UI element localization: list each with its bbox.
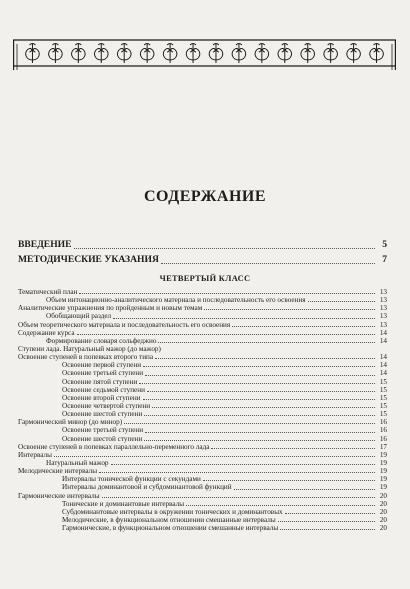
toc-row: [18, 524, 387, 532]
toc-row-label: Интервалы тонической функции с секундами: [62, 475, 201, 484]
toc-row-page: 20: [379, 491, 387, 500]
toc-row: [18, 304, 387, 312]
toc-row-page: 16: [379, 426, 387, 435]
dot-leader: [161, 263, 375, 264]
toc-row: [18, 475, 387, 483]
dot-leader: [102, 497, 375, 498]
toc-row-page: 14: [379, 328, 387, 337]
top-entries: [18, 237, 387, 267]
toc-row-page: 19: [379, 483, 387, 492]
section-heading: ЧЕТВЕРТЫЙ КЛАСС: [159, 274, 251, 283]
toc-row-label: Освоение третьей ступени: [62, 426, 144, 435]
toc-entry-page: 7: [382, 254, 387, 265]
toc-row-page: 15: [379, 393, 387, 402]
dot-leader: [234, 489, 375, 490]
toc-entry-label: ВВЕДЕНИЕ: [18, 239, 72, 250]
toc-row-page: 15: [379, 410, 387, 419]
toc-row-label: Освоение третьей ступени: [62, 369, 144, 378]
toc-row-page: 20: [379, 499, 387, 508]
toc-row-label: Ступени лада. Натуральный мажор (до мажор): [18, 344, 161, 353]
toc-row-label: Освоение пятой ступени: [62, 377, 138, 386]
dot-leader: [113, 318, 375, 319]
toc-row: [18, 345, 387, 353]
dot-leader: [152, 407, 375, 408]
toc-row: [18, 418, 387, 426]
toc-row-label: Гармонический минор (до минор): [18, 418, 123, 427]
toc-entry-guidelines: [18, 252, 387, 267]
toc-row-page: 20: [379, 507, 387, 516]
toc-row-label: Освоение ступеней в попевках второго типа: [18, 353, 154, 362]
toc-row-page: 13: [379, 304, 387, 313]
toc-row: [18, 288, 387, 296]
toc-row: [18, 329, 387, 337]
toc-row-page: 13: [379, 288, 387, 296]
toc-row-label: Освоение седьмой ступени: [62, 385, 145, 394]
toc-row: [18, 361, 387, 369]
toc-row-label: Формирование словаря сольфеджио: [46, 336, 157, 345]
toc-row-label: Освоение шестой ступени: [62, 434, 143, 443]
toc-row-page: 15: [379, 401, 387, 410]
toc-entry-page: 5: [382, 239, 387, 250]
toc-row: [18, 426, 387, 434]
toc-row: [18, 516, 387, 524]
toc-row: [18, 410, 387, 418]
dot-leader: [54, 456, 375, 457]
toc-row: [18, 483, 387, 491]
dot-leader: [308, 301, 375, 302]
dot-leader: [144, 440, 375, 441]
toc-row-page: 15: [379, 385, 387, 394]
dot-leader: [155, 358, 375, 359]
toc-row: [18, 378, 387, 386]
toc-row-page: 14: [379, 336, 387, 345]
toc-row-label: Освоение шестой ступени: [62, 410, 143, 419]
toc-row-label: Объем интонационно-аналитического материала и последовательность его освоения: [46, 296, 306, 305]
toc-row: [18, 467, 387, 475]
toc-row: [18, 451, 387, 459]
toc-entry-label: МЕТОДИЧЕСКИЕ УКАЗАНИЯ: [18, 254, 159, 265]
dot-leader: [186, 505, 375, 506]
toc-row-page: 14: [379, 361, 387, 370]
dot-leader: [124, 423, 375, 424]
dot-leader: [158, 342, 375, 343]
toc-row-page: 13: [379, 296, 387, 305]
dot-leader: [139, 383, 375, 384]
dot-leader: [143, 399, 375, 400]
toc-row-label: Освоение четвертой ступени: [62, 401, 151, 410]
toc-row-page: 20: [379, 524, 387, 533]
toc-row: [18, 321, 387, 329]
dot-leader: [204, 309, 375, 310]
toc-row: [18, 386, 387, 394]
dot-leader: [232, 326, 375, 327]
toc-row: [18, 369, 387, 377]
toc-row: [18, 492, 387, 500]
toc-row-page: 20: [379, 515, 387, 524]
dot-leader: [211, 448, 375, 449]
dot-leader: [285, 513, 375, 514]
toc-row-page: 13: [379, 320, 387, 329]
toc-list: [18, 288, 387, 532]
toc-row-label: Субдоминантовые интервалы в окружении тонических и доминантовых: [62, 507, 283, 516]
toc-row-label: Освоение первой ступени: [62, 361, 142, 370]
toc-row-label: Интервалы доминантовой и субдоминантовой функций: [62, 483, 232, 492]
toc-row: [18, 312, 387, 320]
toc-entry-introduction: [18, 237, 387, 252]
dot-leader: [147, 391, 375, 392]
toc-row-label: Гармонические, в функциональном отношении смешанные интервалы: [62, 524, 279, 533]
dot-leader: [74, 248, 375, 249]
dot-leader: [79, 293, 375, 294]
toc-row-label: Мелодические интервалы: [18, 467, 98, 476]
toc-row-page: 19: [379, 467, 387, 476]
toc-row: [18, 443, 387, 451]
toc-row: [18, 508, 387, 516]
page-title: СОДЕРЖАНИЕ: [143, 188, 267, 205]
toc-row-page: 19: [379, 475, 387, 484]
toc-row-label: Освоение ступеней в попевках параллельно-переменного лада: [18, 442, 210, 451]
toc-row: [18, 394, 387, 402]
toc-row-page: 16: [379, 418, 387, 427]
toc-row: [18, 435, 387, 443]
toc-row-label: Освоение второй ступени: [62, 393, 141, 402]
toc-row-label: Тематический план: [18, 288, 78, 296]
dot-leader: [77, 334, 375, 335]
toc-row-page: 13: [379, 312, 387, 321]
toc-row-label: Содержание курса: [18, 328, 75, 337]
toc-row: [18, 337, 387, 345]
ornamental-header-border: [13, 36, 396, 70]
dot-leader: [111, 464, 375, 465]
dot-leader: [278, 521, 375, 522]
toc-row-page: 19: [379, 458, 387, 467]
toc-row-page: 16: [379, 434, 387, 443]
dot-leader: [145, 432, 375, 433]
dot-leader: [144, 415, 375, 416]
toc-row-label: Натуральный мажор: [46, 458, 109, 467]
toc-row: [18, 296, 387, 304]
toc-row-label: Объем теоретического материала и последовательность его освоения: [18, 320, 231, 329]
dot-leader: [145, 375, 375, 376]
toc-row-page: 15: [379, 377, 387, 386]
toc-row-label: Аналитические упражнения по пройденным и новым темам: [18, 304, 203, 313]
dot-leader: [280, 529, 375, 530]
toc-row: [18, 402, 387, 410]
toc-row-label: Мелодические, в функциональном отношении смешанные интервалы: [62, 515, 276, 524]
dot-leader: [99, 472, 375, 473]
toc-row: [18, 459, 387, 467]
toc-row: [18, 353, 387, 361]
toc-row-label: Тонические и доминантовые интервалы: [62, 499, 185, 508]
toc-row-page: 19: [379, 450, 387, 459]
dot-leader: [203, 480, 375, 481]
toc-row-page: 14: [379, 369, 387, 378]
toc-row-label: Обобщающий раздел: [46, 312, 112, 321]
toc-row-page: 17: [379, 442, 387, 451]
toc-row-label: Гармонические интервалы: [18, 491, 100, 500]
dot-leader: [143, 366, 375, 367]
toc-row: [18, 500, 387, 508]
toc-row-label: Интервалы: [18, 450, 52, 459]
toc-row-page: 14: [379, 353, 387, 362]
